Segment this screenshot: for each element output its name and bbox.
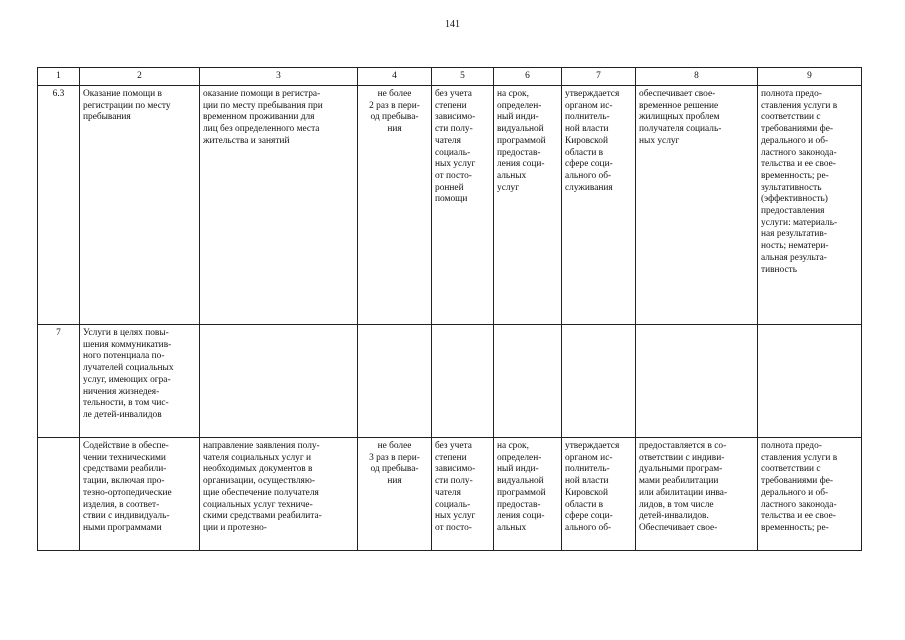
table-row (38, 86, 862, 325)
service-name-cell: Оказание помощи в регистрации по месту пребывания (80, 86, 200, 325)
quality-cell: полнота предо- ставления услуги в соответствии с требованиями фе- дерального и об- ластного законода- тельства и ее свое- временность; ре- (758, 438, 862, 551)
quality-cell (758, 325, 862, 438)
page-number: 141 (445, 19, 460, 30)
tariff-cell (562, 325, 636, 438)
term-cell (494, 325, 562, 438)
service-description-cell (200, 325, 358, 438)
conditions-cell: предоставляется в со- ответствии с индиви- дуальными програм- мами реабилитации или абилитации инва- лидов, в том числе детей-инвалидов. Обеспечивает свое- (636, 438, 758, 551)
column-header: 8 (636, 68, 758, 86)
service-description-cell: оказание помощи в регистра- ции по месту пребывания при временном проживании для лиц без определенного места жительства и занятий (200, 86, 358, 325)
column-header: 4 (358, 68, 432, 86)
column-header: 1 (38, 68, 80, 86)
table-header-row (38, 68, 862, 86)
row-number: 7 (38, 325, 80, 438)
column-header: 3 (200, 68, 358, 86)
dependency-cell: без учета степени зависимо- сти полу- чателя социаль- ных услуг от посто- ронней помощи (432, 86, 494, 325)
service-name-cell: Услуги в целях повы- шения коммуникатив- ного потенциала по- лучателей социальных услуг, имеющих огра- ничения жизнедея- тельности, в том чис- ле детей-инвалидов (80, 325, 200, 438)
frequency-cell (358, 325, 432, 438)
row-number (38, 438, 80, 551)
tariff-cell: утверждается органом ис- полнитель- ной власти Кировской области в сфере соци- ального об- (562, 438, 636, 551)
frequency-cell: не более 2 раз в пери- од пребыва- ния (358, 86, 432, 325)
term-cell: на срок, определен- ный инди- видуальной программой предостав- ления соци- альных услуг (494, 86, 562, 325)
table-row (38, 325, 862, 438)
column-header: 2 (80, 68, 200, 86)
column-header: 7 (562, 68, 636, 86)
row-number: 6.3 (38, 86, 80, 325)
tariff-cell: утверждается органом ис- полнитель- ной власти Кировской области в сфере соци- ального об- служивания (562, 86, 636, 325)
term-cell: на срок, определен- ный инди- видуальной программой предостав- ления соци- альных (494, 438, 562, 551)
conditions-cell (636, 325, 758, 438)
column-header: 6 (494, 68, 562, 86)
service-description-cell: направление заявления полу- чателя социальных услуг и необходимых документов в организации, осуществляю- щие обеспечение получателя социальных услуг техниче- скими средствами реабилита- ции и протезно- (200, 438, 358, 551)
services-table (37, 67, 862, 551)
frequency-cell: не более 3 раз в пери- од пребыва- ния (358, 438, 432, 551)
column-header: 5 (432, 68, 494, 86)
service-name-cell: Содействие в обеспе- чении техническими средствами реабили- тации, включая про- тезно-ортопедические изделия, в соответ- ствии с индивидуаль- ными программами (80, 438, 200, 551)
conditions-cell: обеспечивает свое- временное решение жилищных проблем получателя социаль- ных услуг (636, 86, 758, 325)
table-row (38, 438, 862, 551)
column-header: 9 (758, 68, 862, 86)
quality-cell: полнота предо- ставления услуги в соответствии с требованиями фе- дерального и об- ластного законода- тельства и ее свое- временность; ре- зультативность (эффективность) предоставления услуги: материаль- ная результатив- ность; нематери- альная результа- тивность (758, 86, 862, 325)
dependency-cell (432, 325, 494, 438)
dependency-cell: без учета степени зависимо- сти полу- чателя социаль- ных услуг от посто- (432, 438, 494, 551)
